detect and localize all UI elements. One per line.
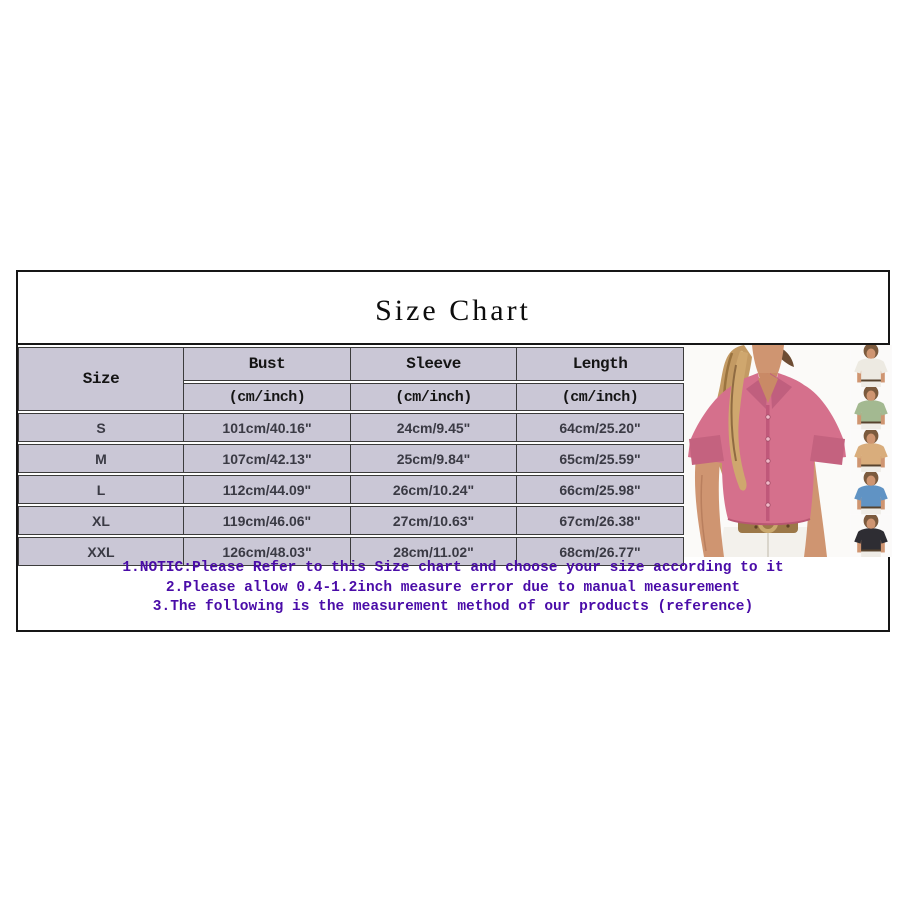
size-cell: S	[18, 413, 184, 442]
sleeve-cell: 28cm/11.02"	[351, 537, 517, 566]
unit-subheader-sleeve: (cm/inch)	[351, 383, 517, 411]
bust-cell: 119cm/46.06"	[184, 506, 351, 535]
table-and-photo-row	[18, 345, 888, 560]
variant-thumbnail-khaki	[850, 430, 892, 472]
column-header-length: Length	[517, 347, 684, 381]
length-cell: 68cm/26.77"	[517, 537, 684, 566]
note-line: 1.NOTIC:Please Refer to this Size chart and choose your size according to it	[122, 560, 784, 576]
variant-thumbnail-green	[850, 387, 892, 429]
column-header-bust: Bust	[184, 347, 351, 381]
column-header-sleeve: Sleeve	[351, 347, 517, 381]
length-cell: 67cm/26.38"	[517, 506, 684, 535]
sleeve-cell: 26cm/10.24"	[351, 475, 517, 504]
variant-thumbnails	[850, 345, 892, 557]
size-cell: M	[18, 444, 184, 473]
length-cell: 64cm/25.20"	[517, 413, 684, 442]
bust-cell: 107cm/42.13"	[184, 444, 351, 473]
bust-cell: 126cm/48.03"	[184, 537, 351, 566]
sleeve-cell: 27cm/10.63"	[351, 506, 517, 535]
bust-cell: 112cm/44.09"	[184, 475, 351, 504]
size-table-container	[18, 345, 684, 560]
bust-cell: 101cm/40.16"	[184, 413, 351, 442]
size-table	[18, 345, 684, 568]
variant-thumbnail-white	[850, 345, 892, 387]
note-line: 3.The following is the measurement method of our products (reference)	[152, 599, 754, 615]
page-title: Size Chart	[375, 293, 531, 327]
table-row	[18, 444, 684, 473]
sleeve-cell: 25cm/9.84"	[351, 444, 517, 473]
table-row	[18, 413, 684, 442]
length-cell: 65cm/25.59"	[517, 444, 684, 473]
variant-thumbnail-black	[850, 515, 892, 557]
sleeve-cell: 24cm/9.45"	[351, 413, 517, 442]
table-row	[18, 475, 684, 504]
size-cell: XL	[18, 506, 184, 535]
table-row	[18, 506, 684, 535]
title-band	[18, 272, 888, 345]
unit-subheader-length: (cm/inch)	[517, 383, 684, 411]
unit-subheader-bust: (cm/inch)	[184, 383, 351, 411]
product-photo	[684, 345, 892, 557]
variant-thumbnail-blue	[850, 472, 892, 514]
measurement-notes	[18, 557, 888, 618]
size-cell: L	[18, 475, 184, 504]
note-line: 2.Please allow 0.4-1.2inch measure error due to manual measurement	[165, 579, 741, 596]
header-row	[18, 347, 684, 381]
size-chart-panel	[16, 270, 890, 632]
model-photo-pink-shirt	[684, 345, 850, 557]
column-header-size: Size	[18, 347, 184, 411]
length-cell: 66cm/25.98"	[517, 475, 684, 504]
size-cell: XXL	[18, 537, 184, 566]
